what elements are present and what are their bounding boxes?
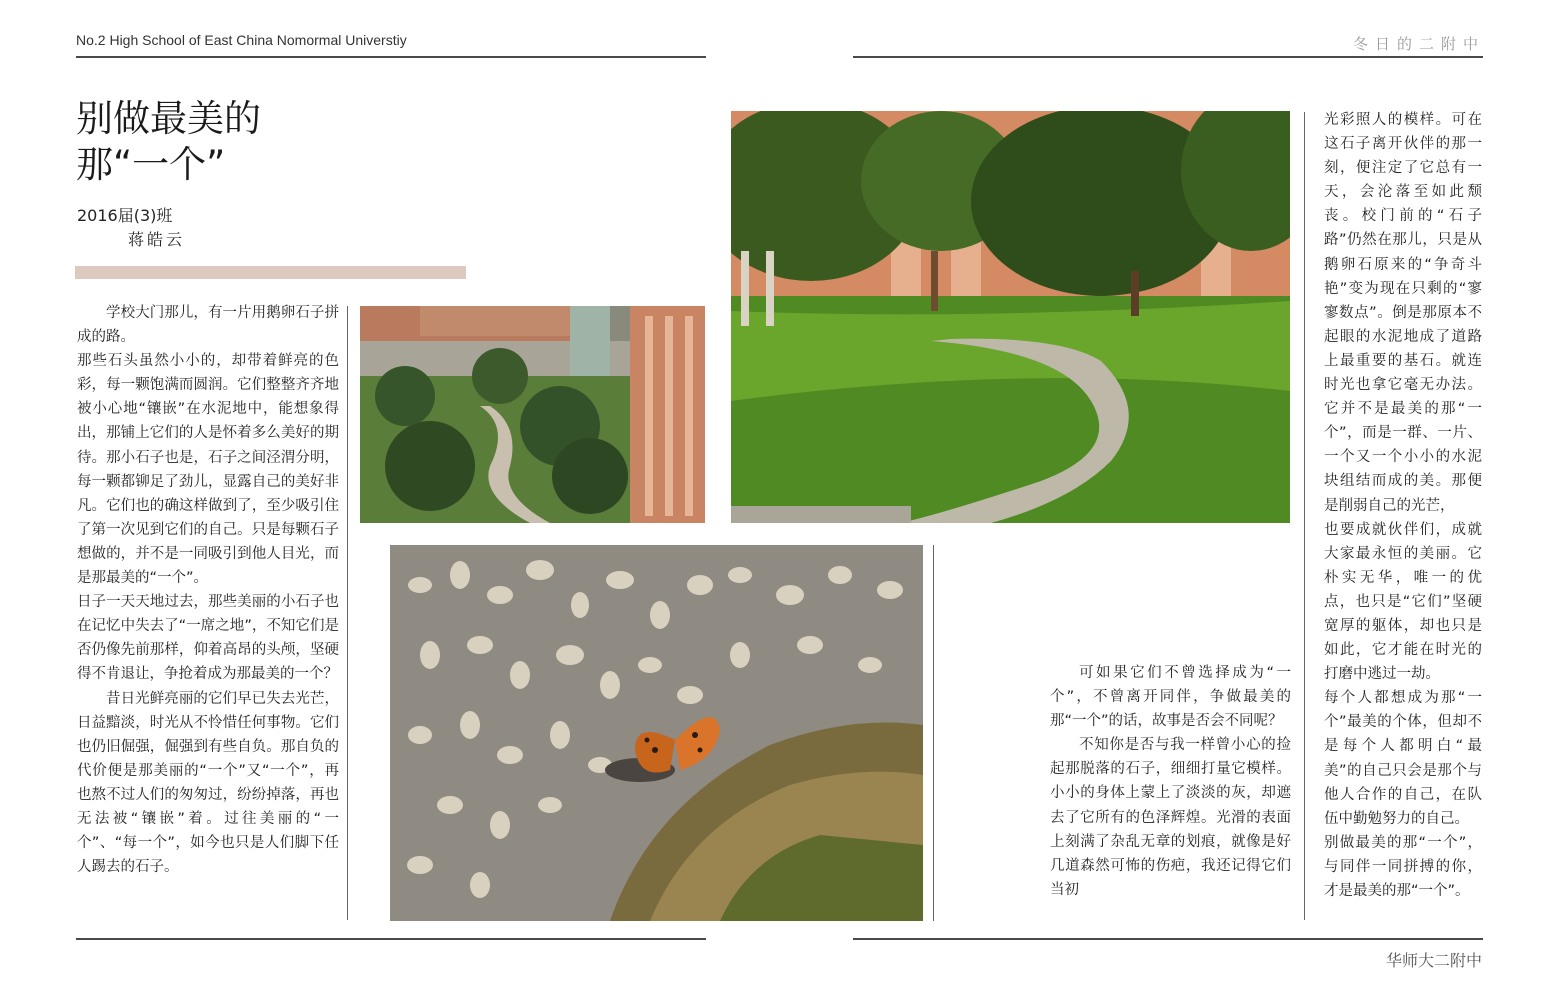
- accent-bar: [75, 266, 466, 279]
- header-section-title: 冬日的二附中: [1352, 35, 1485, 53]
- paragraph: 那些石头虽然小小的，却带着鲜亮的色彩，每一颗饱满而圆润。它们整整齐齐地被小心地“镶嵌”在水泥地中，能想象得出，那铺上它们的人是怀着多么美好的期待。那小石子也是，石子之间泾渭分明，每一颗都铆足了劲儿，显露自己的美好非凡。它们也的确这样做到了，至少吸引住了第一次见到它们的自己。只是每颗石子想做的，并不是一同吸引到他人目光，而是那最美的“一个”。: [77, 353, 339, 587]
- paragraph: 日子一天天地过去，那些美丽的小石子也在记忆中失去了“一席之地”，不知它们是否仍像先前那样，仰着高昂的头颅，坚硬得不肯退让，争抢着成为那最美的一个？: [77, 594, 339, 683]
- article-author: 蒋皓云: [128, 230, 186, 249]
- footer-school-name: 华师大二附中: [1385, 951, 1482, 970]
- column-divider: [1304, 112, 1305, 920]
- paragraph: 昔日光鲜亮丽的它们早已失去光芒，日益黯淡，时光从不怜惜任何事物。它们也仍旧倔强，倔强到有些自负。那自负的代价便是那美丽的“一个”又“一个”，再也熬不过人们的匆匆过，纷纷掉落，再也无法被“镶嵌”着。过往美丽的“一个”、“每一个”，如今也只是人们脚下任人踢去的石子。: [77, 690, 339, 876]
- paragraph: 每个人都想成为那“一个”最美的个体，但却不是每个人都明白“最美”的自己只会是那个与他人合作的自己，在队伍中勤勉努力的自己。: [1324, 690, 1482, 827]
- article-title: [76, 96, 376, 188]
- paragraph: 不知你是否与我一样曾小心的捡起那脱落的石子，细细打量它模样。小小的身体上蒙上了淡淡的灰，却遮去了它所有的色泽辉煌。光滑的表面上刻满了杂乱无章的划痕，就像是好几道森然可怖的伤疤，我还记得它们当初: [1050, 737, 1291, 898]
- header-school-name: No.2 High School of East China Nomormal Universtiy: [76, 32, 407, 48]
- garden-path-photo: [731, 111, 1290, 523]
- paragraph: 别做最美的那“一个”，与同伴一同拼搏的你，才是最美的那“一个”。: [1324, 834, 1482, 899]
- paragraph: 光彩照人的模样。可在这石子离开伙伴的那一刻，便注定了它总有一天，会沦落至如此颓丧。校门前的“石子路”仍然在那儿，只是从鹅卵石原来的“争奇斗艳”变为现在只剩的“寥寥数点”。倒是那原本不起眼的水泥地成了道路上最重要的基石。就连时光也拿它毫无办法。它并不是最美的那“一个”，而是一群、一片、一个又一个小小的水泥块组结而成的美。那便是削弱自己的光芒，: [1324, 112, 1482, 514]
- text-column-4: [1324, 108, 1482, 903]
- article-class: 2016届(3)班: [77, 206, 173, 225]
- paragraph: 学校大门那儿，有一片用鹅卵石子拼成的路。: [77, 305, 339, 346]
- text-column-3: [1050, 661, 1291, 902]
- courtyard-photo: [360, 306, 705, 523]
- article-title-line2: 那“一个”: [76, 143, 226, 186]
- article-title-line1: 别做最美的: [76, 97, 261, 140]
- column-divider: [347, 306, 348, 920]
- header-rule-left: [76, 56, 706, 58]
- header-rule-right: [853, 56, 1483, 58]
- column-divider: [933, 545, 934, 921]
- paragraph: 也要成就伙伴们，成就大家最永恒的美丽。它朴实无华，唯一的优点，也只是“它们”坚硬宽厚的躯体，却也只是如此，它才能在时光的打磨中逃过一劫。: [1324, 521, 1482, 683]
- footer-rule-left: [76, 938, 706, 940]
- footer-rule-right: [853, 938, 1483, 940]
- paragraph: 可如果它们不曾选择成为“一个”，不曾离开同伴，争做最美的那“一个”的话，故事是否会不同呢？: [1050, 665, 1291, 730]
- pebbles-butterfly-photo: [390, 545, 923, 921]
- text-column-1: [77, 301, 339, 879]
